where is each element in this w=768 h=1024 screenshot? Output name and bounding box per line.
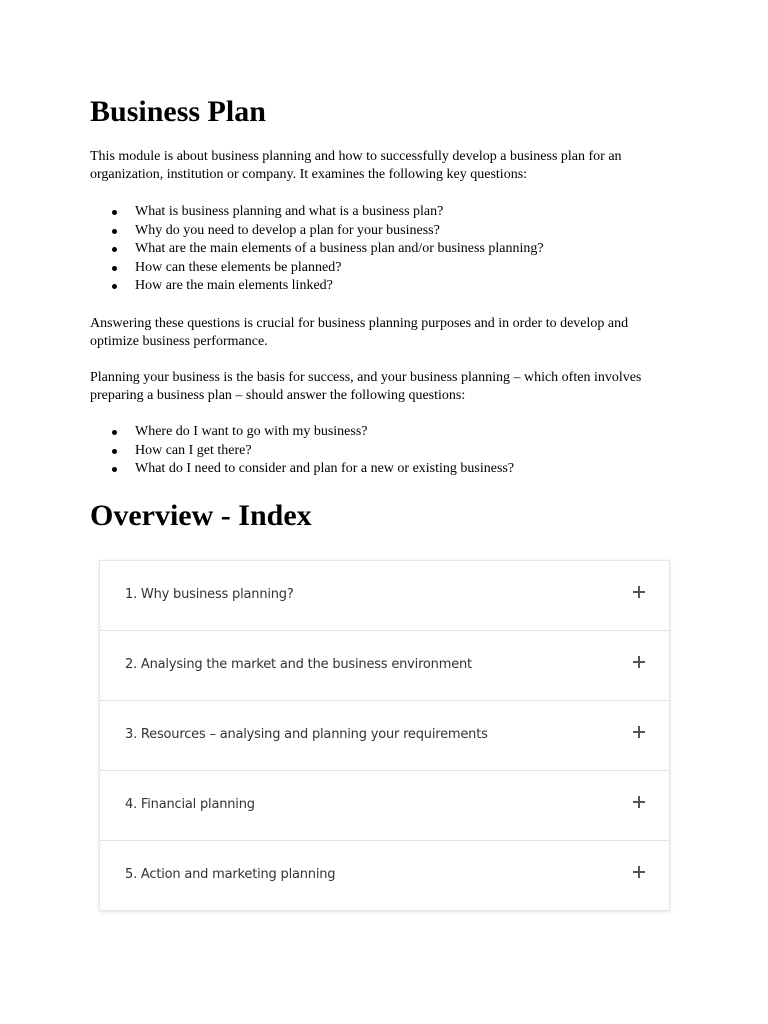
planning-questions-list [108,423,668,479]
accordion-item-label: 5. Action and marketing planning [125,867,336,882]
list-item: How are the main elements linked? [108,277,668,296]
overview-accordion [99,560,670,911]
paragraph-planning: Planning your business is the basis for success, and your business planning – which often involves preparing a business plan – should answer the following questions: [90,370,642,403]
accordion-item-analysing-market[interactable] [100,631,669,701]
accordion-item-label: 2. Analysing the market and the business environment [125,657,472,672]
plus-icon[interactable] [633,655,647,669]
plus-icon[interactable] [633,865,647,879]
list-item: What are the main elements of a business plan and/or business planning? [108,240,668,259]
accordion-item-label: 1. Why business planning? [125,587,294,602]
list-item: How can these elements be planned? [108,259,668,278]
intro-paragraph: This module is about business planning and how to successfully develop a business plan for an organization, institution or company. It examines the following key questions: [90,149,622,182]
accordion-item-label: 3. Resources – analysing and planning your requirements [125,727,488,742]
overview-title: Overview - Index [90,499,312,532]
accordion-item-action-marketing[interactable] [100,841,669,910]
plus-icon[interactable] [633,585,647,599]
list-item: What do I need to consider and plan for a new or existing business? [108,460,668,479]
accordion-item-financial-planning[interactable] [100,771,669,841]
paragraph-answering: Answering these questions is crucial for business planning purposes and in order to develop and optimize business performance. [90,316,629,349]
accordion-item-resources[interactable] [100,701,669,771]
list-item: Where do I want to go with my business? [108,423,668,442]
accordion-item-label: 4. Financial planning [125,797,255,812]
plus-icon[interactable] [633,725,647,739]
plus-icon[interactable] [633,795,647,809]
list-item: Why do you need to develop a plan for your business? [108,222,668,241]
list-item: What is business planning and what is a business plan? [108,203,668,222]
accordion-item-why-business-planning[interactable] [100,561,669,631]
key-questions-list [108,203,668,296]
page-title: Business Plan [90,95,266,128]
list-item: How can I get there? [108,442,668,461]
